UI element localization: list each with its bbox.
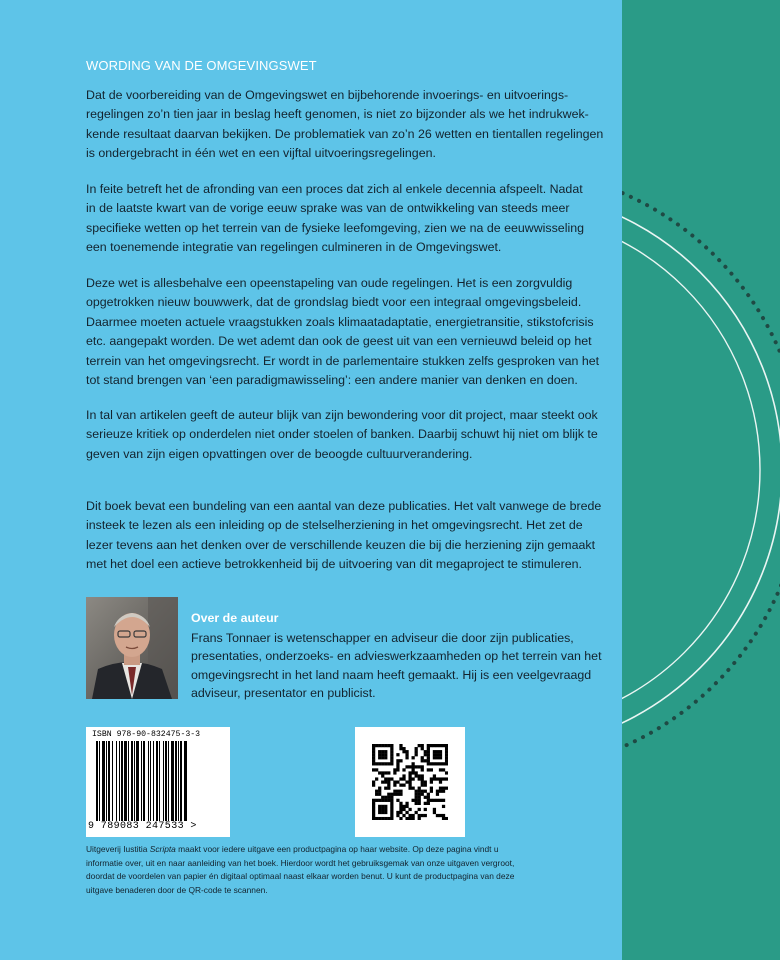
dotted-arc-icon [622,0,780,960]
text-line: Dit boek bevat een bundeling van een aantal van deze publicaties. Het valt vanwege de brede [86,499,602,513]
text-line: maakt voor iedere uitgave een productpagina op haar website. Op deze pagina vindt u [175,844,499,854]
text-line: etc. aangepakt worden. De wet ademt dan ook de geest uit van een vernieuwd beleid op het [86,334,592,349]
paragraph-2 [86,180,606,258]
text-line: tot stand brengen van ‘een paradigmawisseling’: een andere manier van denken en doen. [86,373,578,388]
paragraph-5 [86,497,606,575]
text-line: opgetrokken nieuw bouwwerk, dat de grondslag biedt voor een integraal omgevingsbeleid. [86,295,582,310]
section-title: WORDING VAN DE OMGEVINGSWET [86,58,317,73]
paragraph-1 [86,86,606,164]
text-line: omgevingsrecht in het land naam heeft gemaakt. Hij is een veelgevraagd [191,667,592,682]
barcode-digits: 9 789083 247533 > [88,821,197,832]
qr-code-icon [372,744,448,820]
text-line: terrein van het omgevingsrecht. Er wordt in de parlementaire stukken zelfs gesproken van het [86,353,600,368]
spine-panel [622,0,780,960]
text-line: is ondergebracht in één wet en een vijftal uitvoeringsregelingen. [86,146,436,161]
text-line: Dat de voorbereiding van de Omgevingswet en bijbehorende invoerings- en uitvoerings- [86,88,569,102]
barcode-icon [96,741,220,821]
footer-note [86,843,621,897]
text-line: specifieke wetten op het terrein van de fysieke leefomgeving, zien we na de eeuwwisseling [86,220,584,235]
text-line: adviseur, presentator en publicist. [191,686,376,701]
author-portrait-icon [86,597,178,699]
isbn-barcode [86,727,230,837]
text-line: serieuze kritiek op onderdelen niet onder stoelen of banken. Daarbij schuwt hij niet om blijk te [86,427,598,442]
isbn-label: ISBN 978-90-832475-3-3 [92,730,201,739]
text-line: kende resultaat daarvan bekijken. De problematiek van zo’n 26 wetten en tientallen regelingen [86,126,604,141]
text-line: informatie over, uit en naar aanleiding van het boek. Hierdoor wordt het gebruiksgemak van onze uitgaven vergroot, [86,857,515,868]
paragraph-4 [86,406,606,464]
text-line: In feite betreft het de afronding van een proces dat zich al enkele decennia afspeelt. Nadat [86,182,583,196]
text-line: Frans Tonnaer is wetenschapper en adviseur die door zijn publicaties, [191,631,574,645]
text-line: regelingen zo’n tien jaar in beslag heeft genomen, is niet zo bijzonder als we het indrukwek- [86,107,589,122]
text-line: Deze wet is allesbehalve een opeenstapeling van oude regelingen. Het is een zorgvuldig [86,276,573,290]
text-line: een toenemende integratie van regelingen culmineren in de Omgevingswet. [86,240,502,255]
paragraph-3 [86,274,606,390]
text-line: presentaties, onderzoeks- en advieswerkzaamheden op het terrein van het [191,649,602,664]
text-line: doordat de voordelen van papier én digitaal optimaal naast elkaar worden benut. U kunt de productpagina van deze [86,871,515,882]
qr-code[interactable] [355,727,465,837]
text-line: Daarmee moeten actuele vraagstukken zoals klimaatadaptatie, energietransitie, stikstofcrisis [86,314,594,329]
author-photo [86,597,178,699]
author-bio [191,629,611,703]
author-heading: Over de auteur [191,611,279,625]
brand-name: Scripta [149,844,176,854]
text-line: In tal van artikelen geeft de auteur blijk van zijn bewondering voor dit project, maar steekt ook [86,408,598,422]
text-line: uitgave benaderen door de QR-code te scannen. [86,884,268,895]
text-line: insteek te lezen als een inleiding op de stelselherziening in het omgevingsrecht. Het zet de [86,518,583,533]
text-line: in de laatste kwart van de vorige eeuw sprake was van de ontwikkeling van steeds meer [86,201,570,216]
text-line: met het doel een actieve betrokkenheid bij de uitvoering van dit megaproject te stimuleren. [86,557,582,572]
text-line: geven van zijn eigen opvattingen over de beoogde cultuurverandering. [86,446,473,461]
text-line: lezer tevens aan het denken over de verschillende keuzen die bij die herziening zijn gemaakt [86,537,596,552]
publisher-name: Uitgeverij Iustitia [86,844,150,854]
